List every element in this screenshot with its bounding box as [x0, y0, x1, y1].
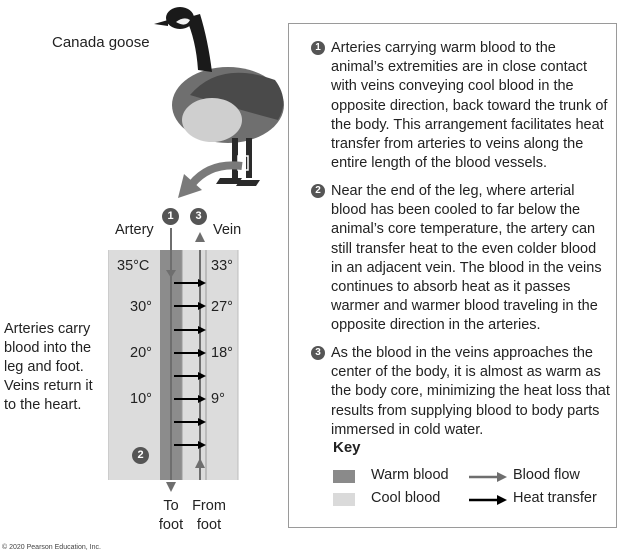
side-line: Arteries carry — [4, 321, 91, 337]
warm-blood-swatch — [333, 470, 355, 483]
explanation-panel — [288, 23, 617, 528]
goose-label: Canada goose — [52, 34, 150, 51]
step-number: 2 — [311, 184, 325, 198]
vein-temp: 18° — [211, 345, 233, 361]
to-foot-label: To foot — [158, 498, 184, 533]
artery-label: Artery — [115, 222, 154, 238]
vein-temp: 33° — [211, 258, 233, 274]
countercurrent-diagram — [108, 200, 278, 540]
step-1 — [311, 39, 611, 173]
cool-blood-swatch — [333, 493, 355, 506]
marker-2: 2 — [132, 447, 149, 464]
step-number: 1 — [311, 41, 325, 55]
step-3 — [311, 344, 611, 440]
step-text: As the blood in the veins approaches the center of the body, it is almost as warm as the body core, minimizing the heat loss that results from supplying blood to body parts immersed in cold water. — [331, 345, 610, 438]
artery-temp: 30° — [130, 299, 152, 315]
warm-blood-label: Warm blood — [371, 467, 449, 483]
vein-temp: 27° — [211, 299, 233, 315]
artery-temp: 35°C — [117, 258, 150, 274]
side-line: Veins return it — [4, 378, 93, 394]
side-line: to the heart. — [4, 397, 82, 413]
goose-beak — [154, 20, 168, 26]
step-text: Near the end of the leg, where arterial blood has been cooled to far below the animal’s core temperature, the artery can still transfer heat to the even colder blood in an adjacent vein. The blood in the veins continues to absorb heat as it passes warmer and warmer blood traveling in the opposite direction in the arteries. — [331, 183, 602, 334]
copyright: © 2020 Pearson Education, Inc. — [2, 544, 101, 551]
goose-head — [166, 7, 194, 29]
vein-temp: 9° — [211, 391, 225, 407]
artery-temp: 10° — [130, 391, 152, 407]
artery-temp: 20° — [130, 345, 152, 361]
step-2 — [311, 182, 611, 336]
key-title: Key — [333, 439, 361, 456]
heat-transfer-label: Heat transfer — [513, 490, 597, 506]
from-foot-label: From foot — [192, 498, 226, 533]
vein-flow-arrowhead — [195, 232, 205, 242]
heat-transfer-arrow-icon — [469, 493, 509, 507]
artery-flow-arrowhead — [166, 482, 176, 492]
side-explanation — [4, 320, 124, 415]
blood-flow-label: Blood flow — [513, 467, 580, 483]
cool-blood-label: Cool blood — [371, 490, 441, 506]
vein-label: Vein — [213, 222, 242, 238]
blood-flow-arrow-icon — [469, 470, 509, 484]
step-text: Arteries carrying warm blood to the animal’s extremities are in close contact with veins conveying cool blood in the opposite direction, back toward the trunk of the body. This arrangement facilitates heat transfer from arteries to veins along the entire length of the blood vessels. — [331, 40, 608, 172]
marker-1: 1 — [162, 208, 179, 225]
marker-3: 3 — [190, 208, 207, 225]
side-line: blood into the — [4, 340, 92, 356]
step-number: 3 — [311, 346, 325, 360]
goose-breast — [182, 98, 242, 142]
side-line: leg and foot. — [4, 359, 84, 375]
